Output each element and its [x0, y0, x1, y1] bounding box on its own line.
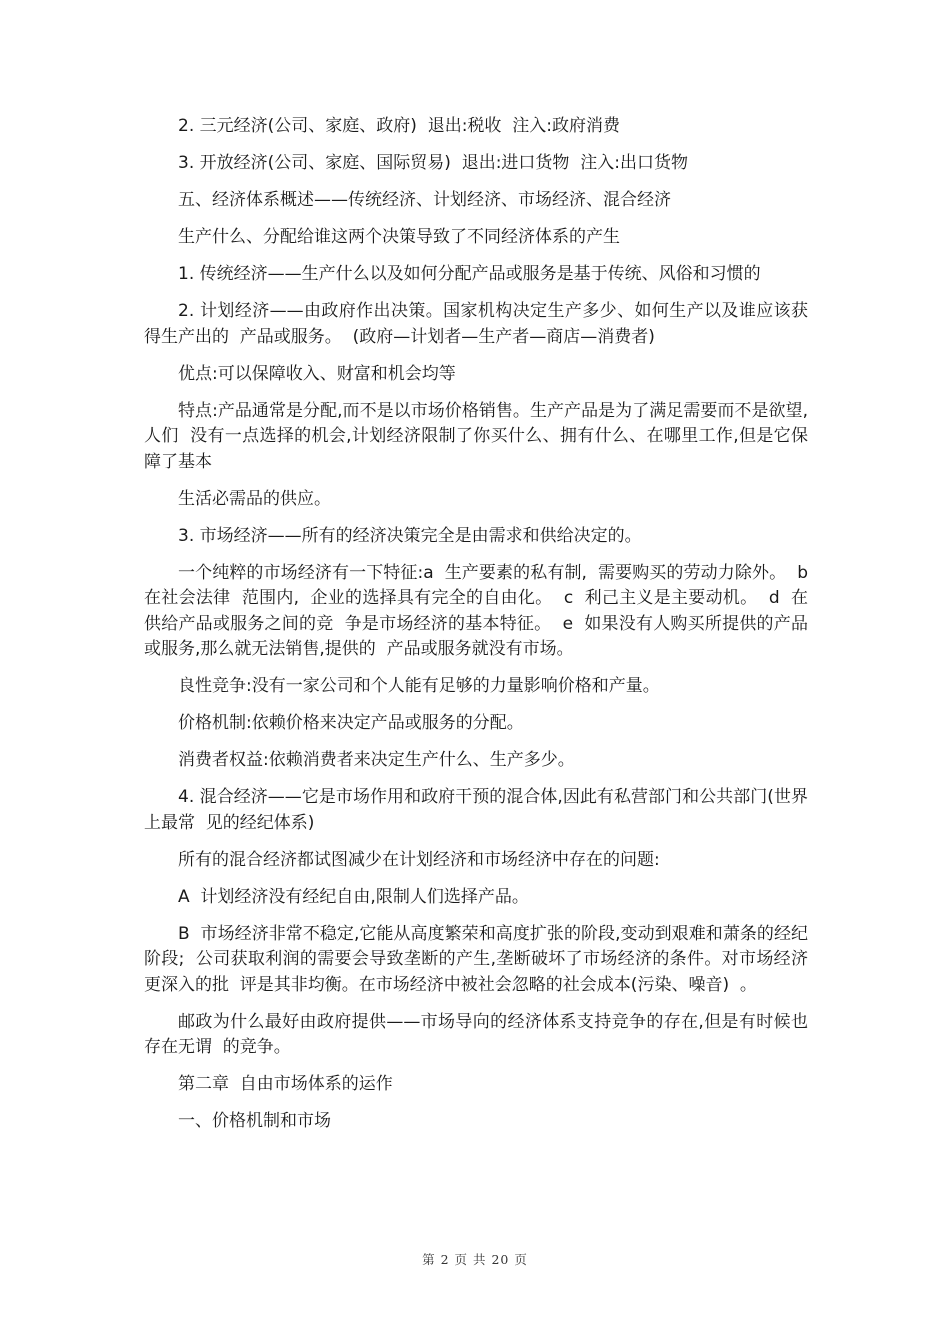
paragraph-mixed-economy: 4. 混合经济——它是市场作用和政府干预的混合体,因此有私营部门和公共部门(世界上最常 见的经纪体系)	[144, 787, 808, 833]
paragraph-mixed-problems: 所有的混合经济都试图减少在计划经济和市场经济中存在的问题:	[178, 849, 660, 870]
paragraph-postal-service: 邮政为什么最好由政府提供——市场导向的经济体系支持竞争的存在,但是有时候也存在无谓 的竞争。	[144, 1011, 808, 1057]
chapter-heading: 第二章 自由市场体系的运作	[178, 1074, 393, 1094]
section-heading-economic-systems: 五、经济体系概述——传统经济、计划经济、市场经济、混合经济	[178, 190, 671, 210]
paragraph-point-a: A 计划经济没有经纪自由,限制人们选择产品。	[178, 886, 529, 907]
paragraph-price-mechanism: 价格机制:依赖价格来决定产品或服务的分配。	[178, 713, 524, 733]
paragraph-market-features: 一个纯粹的市场经济有一下特征:a 生产要素的私有制, 需要购买的劳动力除外。 b 在社会法律 范围内, 企业的选择具有完全的自由化。 c 利己主义是主要动机。 d 在供给产品或服务之间的竞 争是市场经济的基本特征。 e 如果没有人购买所提供的产品或服务,那么就无法销售,提供的 产品或服务就没有市场。	[144, 562, 819, 659]
page-number-footer: 第 2 页 共 20 页	[422, 1252, 528, 1267]
paragraph-point-b: B 市场经济非常不稳定,它能从高度繁荣和高度扩张的阶段,变动到艰难和萧条的经纪阶段; 公司获取利润的需要会导致垄断的产生,垄断破坏了市场经济的条件。对市场经济更深入的批 评是其非均衡。在市场经济中被社会忽略的社会成本(污染、噪音) 。	[144, 923, 808, 995]
paragraph-decisions: 生产什么、分配给谁这两个决策导致了不同经济体系的产生	[178, 227, 620, 247]
page-body	[144, 114, 819, 1146]
paragraph-features: 特点:产品通常是分配,而不是以市场价格销售。生产产品是为了满足需要而不是欲望,人们 没有一点选择的机会,计划经济限制了你买什么、拥有什么、在哪里工作,但是它保障了基本	[144, 400, 808, 472]
section-heading-price-mechanism: 一、价格机制和市场	[178, 1111, 331, 1131]
paragraph-traditional-economy: 1. 传统经济——生产什么以及如何分配产品或服务是基于传统、风俗和习惯的	[178, 264, 761, 284]
paragraph-consumer-rights: 消费者权益:依赖消费者来决定生产什么、生产多少。	[178, 750, 575, 770]
paragraph-three-sector-economy: 2. 三元经济(公司、家庭、政府) 退出:税收 注入:政府消费	[178, 116, 620, 136]
paragraph-market-economy: 3. 市场经济——所有的经济决策完全是由需求和供给决定的。	[178, 525, 642, 546]
paragraph-planned-economy: 2. 计划经济——由政府作出决策。国家机构决定生产多少、如何生产以及谁应该获得生产出的 产品或服务。 (政府—计划者—生产者—商店—消费者)	[144, 301, 808, 347]
paragraph-advantages: 优点:可以保障收入、财富和机会均等	[178, 363, 456, 384]
paragraph-necessities: 生活必需品的供应。	[178, 488, 331, 509]
paragraph-open-economy: 3. 开放经济(公司、家庭、国际贸易) 退出:进口货物 注入:出口货物	[178, 153, 688, 173]
paragraph-competition: 良性竞争:没有一家公司和个人能有足够的力量影响价格和产量。	[178, 676, 660, 696]
